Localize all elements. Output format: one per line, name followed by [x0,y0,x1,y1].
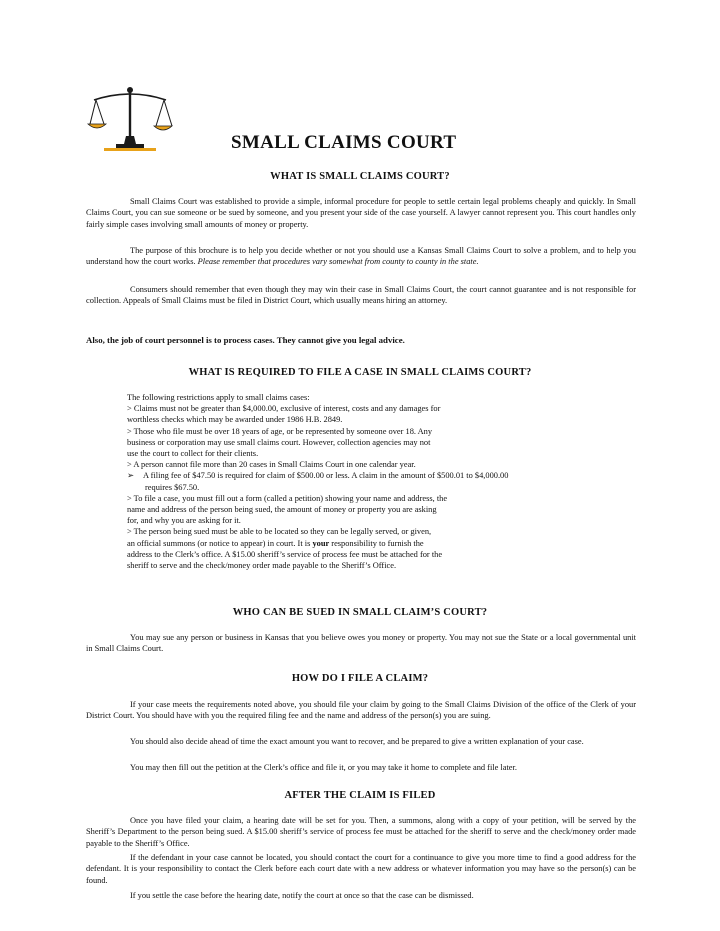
list-item: an official summons (or notice to appear) in court. It is your responsibility to furnish the [127,538,424,548]
list-item: sheriff to serve and the check/money order made payable to the Sheriff’s Office. [127,561,397,571]
heading-how-to-file: HOW DO I FILE A CLAIM? [291,673,429,684]
list-item: business or corporation may use small claims court. However, collection agencies may not [127,437,431,447]
list-item: worthless checks which may be awarded under 1986 H.B. 2849. [127,415,343,425]
paragraph-purpose [86,245,636,268]
document-title: SMALL CLAIMS COURT [231,132,457,153]
paragraph-after-2: If the defendant in your case cannot be located, you should contact the court for a continuance to give you more time to find a good address for the defendant. It is your responsibility to contact the Clerk before each court date with a new address or whatever information you may have so the person(s) can be found. [86,853,636,885]
heading-requirements: WHAT IS REQUIRED TO FILE A CASE IN SMALL CLAIMS COURT? [188,367,532,378]
paragraph-how-2: You should also decide ahead of time the exact amount you want to recover, and be prepared to give a written explanation of your case. [130,737,584,746]
list-item: > Claims must not be greater than $4,000.00, exclusive of interest, costs and any damages for [127,404,441,414]
list-item: > To file a case, you must fill out a form (called a petition) showing your name and address, the [127,493,448,503]
paragraph-who: You may sue any person or business in Kansas that you believe owes you money or property. You may not sue the State or a local governmental unit in Small Claims Court. [86,633,636,654]
purpose-text: The purpose of this brochure is to help you decide whether or not you should use a Kansas Small Claims Court to solve a problem, and to help you understand how the court works. [86,246,636,267]
requirements-intro: The following restrictions apply to small claims cases: [127,393,310,402]
paragraph-how-3: You may then fill out the petition at the Clerk’s office and file it, or you may take it home to complete and file later. [130,763,517,772]
list-item: use the court to collect for their clients. [127,449,259,459]
list-item: name and address of the person being sued, the amount of money or property you are asking [127,505,437,515]
heading-after-filing: AFTER THE CLAIM IS FILED [284,790,436,801]
list-item: > The person being sued must be able to be located so they can be legally served, or given, [127,527,432,537]
heading-who-can-be-sued: WHO CAN BE SUED IN SMALL CLAIM’S COURT? [232,607,488,618]
list-item: > A person cannot file more than 20 cases in Small Claims Court in one calendar year. [127,460,416,470]
purpose-note-italic: Please remember that procedures vary somewhat from county to county in the state. [197,257,479,267]
list-item-fee: ➢ A filing fee of $47.50 is required for claim of $500.00 or less. A claim in the amount of $500.01 to $4,000.00 [127,471,509,481]
paragraph-after-3: If you settle the case before the hearing date, notify the court at once so that the case can be dismissed. [130,891,474,900]
list-item: requires $67.50. [145,482,200,492]
list-item: for, and why you are asking for it. [127,516,241,526]
paragraph-consumers: Consumers should remember that even though they may win their case in Small Claims Court, the court cannot guarantee and is not responsible for collection. Appeals of Small Claims must be filed in District Court, which usually means hiring an attorney. [86,285,636,306]
requirements-list [127,392,597,571]
paragraph-what-is-1: Small Claims Court was established to provide a simple, informal procedure for people to settle certain legal problems cheaply and quickly. In Small Claims Court, you can sue someone or be sued by someone, and you present your side of the case yourself. A lawyer cannot represent you. This court handles only fairly simple cases involving small amounts of money or property. [86,197,636,229]
paragraph-after-1: Once you have filed your claim, a hearing date will be set for you. Then, a summons, along with a copy of your petition, will be served by the Sheriff’s Department to the person being sued. A $15.00 sheriff’s service of process fee must be attached for the sheriff to serve and the check/money order made payable to the Sheriff’s Office. [86,816,636,848]
list-item: > Those who file must be over 18 years of age, or be represented by someone over 18. Any [127,426,433,436]
list-item: address to the Clerk’s office. A $15.00 sheriff’s service of process fee must be attached for the [127,549,443,559]
scales-of-justice-logo [86,84,174,154]
paragraph-how-1: If your case meets the requirements noted above, you should file your claim by going to the Small Claims Division of the office of the Clerk of your District Court. You should have with you the required filing fee and the name and address of the person(s) you are suing. [86,700,636,721]
legal-advice-notice: Also, the job of court personnel is to process cases. They cannot give you legal advice. [86,335,405,345]
heading-what-is: WHAT IS SMALL CLAIMS COURT? [270,171,450,182]
arrow-bullet-icon: ➢ [127,471,135,481]
